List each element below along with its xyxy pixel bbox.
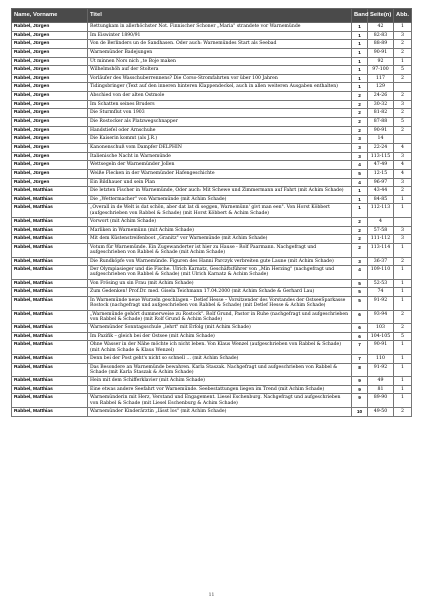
article-title-cell: Die „Wettermacher" von Warnemünde (mit Achim Schade) — [88, 195, 352, 204]
author-name-cell: Rabbel, Jürgen — [12, 100, 88, 109]
volume-cell: 5 — [352, 279, 368, 288]
volume-cell: 3 — [352, 135, 368, 144]
article-title-cell: Kanonenschuß vom Dampfer DELPHIN — [88, 143, 352, 152]
volume-cell: 7 — [352, 341, 368, 355]
volume-cell: 2 — [352, 109, 368, 118]
table-row — [12, 100, 412, 109]
pages-cell: 117 — [368, 74, 394, 83]
figures-cell: 1 — [394, 266, 412, 280]
figures-cell: 2 — [394, 48, 412, 57]
article-title-cell: Die letzten Fischer in Warnemünde, Oder auch: Mit Schewe und Zimmermann auf Fahrt (mit Achim Schade) — [88, 187, 352, 196]
table-row — [12, 92, 412, 101]
table-row — [12, 178, 412, 187]
table-row — [12, 235, 412, 244]
author-name-cell: Rabbel, Jürgen — [12, 92, 88, 101]
volume-cell: 9 — [352, 385, 368, 394]
pages-cell: 49 — [368, 377, 394, 386]
table-row — [12, 296, 412, 310]
pages-cell: 90-91 — [368, 126, 394, 135]
article-title-cell: Im Pazifik – gleich bei der Ostsee (mit Achim Schade) — [88, 332, 352, 341]
article-title-cell: Mit dem Küstenstreifenboot „Granitz" vor Warnemünde (mit Achim Schade) — [88, 235, 352, 244]
author-name-cell: Rabbel, Matthias — [12, 235, 88, 244]
volume-cell: 6 — [352, 310, 368, 324]
table-row — [12, 310, 412, 324]
author-name-cell: Rabbel, Matthias — [12, 408, 88, 417]
pages-cell: 82-83 — [368, 31, 394, 40]
figures-cell: 5 — [394, 118, 412, 127]
volume-cell: 2 — [352, 118, 368, 127]
figures-cell — [394, 83, 412, 92]
table-row — [12, 83, 412, 92]
article-title-cell: Das Besondere an Warnemünde bewahren. Karla Staszak. Nachgefragt und aufgeschrieben von Rabbel & Schade (mit Karla Staszak & Achim Schade) — [88, 363, 352, 377]
author-name-cell: Rabbel, Matthias — [12, 226, 88, 235]
pages-cell: 84-85 — [368, 195, 394, 204]
article-title-cell: Die Rundköpfe von Warnemünde. Figuren des Hanni Parczyk verbreiten gute Laune (mit Achim Schade) — [88, 257, 352, 266]
article-title-cell: „Overall in de Welt is dat schön, aber dat lat di seggen, Warnemünn' givt man een". Von Horst Köbbert (aufgeschrieben von Rabbel & Schade) (mit Horst Köbbert & Achim Schade) — [88, 204, 352, 218]
table-row — [12, 23, 412, 32]
table-row — [12, 385, 412, 394]
table-header-row — [12, 9, 412, 23]
figures-cell: 2 — [394, 408, 412, 417]
article-title-cell: Hein mit dem Schifferklavier (mit Achim Schade) — [88, 377, 352, 386]
pages-cell: 43-44 — [368, 187, 394, 196]
figures-cell: 2 — [394, 310, 412, 324]
pages-cell: 111-112 — [368, 235, 394, 244]
article-title-cell: „Warnemünde gehört dummerweise zu Rostock". Rolf Grund, Pastor in Ruhe (nachgefragt und aufgeschrieben von Rabbel & Schade) (mit Rolf Grund & Achim Schade) — [88, 310, 352, 324]
article-title-cell: Eine etwas andere Seefahrt vor Warnemünde. Seebestattungen liegen im Trend (mit Achim Schade) — [88, 385, 352, 394]
header-name: Name, Vorname — [12, 9, 88, 23]
volume-cell: 1 — [352, 66, 368, 75]
table-row — [12, 408, 412, 417]
author-name-cell: Rabbel, Jürgen — [12, 161, 88, 170]
pages-cell: 87-88 — [368, 118, 394, 127]
article-title-cell: Abschied von der alten Ostmole — [88, 92, 352, 101]
article-title-cell: Die Rostocker als Platzwegschnapper — [88, 118, 352, 127]
author-name-cell: Rabbel, Jürgen — [12, 40, 88, 49]
article-title-cell: Im Eiswinter 1890/91 — [88, 31, 352, 40]
article-title-cell: Ein Bildhauer und sein Plan — [88, 178, 352, 187]
author-name-cell: Rabbel, Jürgen — [12, 57, 88, 66]
figures-cell: 3 — [394, 178, 412, 187]
volume-cell: 7 — [352, 354, 368, 363]
figures-cell: 3 — [394, 100, 412, 109]
pages-cell: 92 — [368, 57, 394, 66]
table-row — [12, 109, 412, 118]
article-title-cell: Votum für Warnemünde. Ein Zugewanderter ist hier zu Hause - Rolf Paarmann. Nachgefragt und aufgeschrieben von Rabbel & Schade (mit Achim Schade) — [88, 243, 352, 257]
figures-cell: 1 — [394, 341, 412, 355]
volume-cell: 2 — [352, 100, 368, 109]
figures-cell: 1 — [394, 363, 412, 377]
figures-cell: 1 — [394, 296, 412, 310]
article-title-cell: Wettsegeln der Warnemünder Jollen — [88, 161, 352, 170]
article-title-cell: Warnemünderin mit Herz, Verstand und Engagement. Liesel Eschenburg. Nachgefragt und aufgeschrieben von Rabbel & Schade (mit Liesel Eschenburg & Achim Schade) — [88, 394, 352, 408]
author-name-cell: Rabbel, Jürgen — [12, 118, 88, 127]
pages-cell: 74 — [368, 288, 394, 297]
figures-cell: 5 — [394, 66, 412, 75]
table-row — [12, 143, 412, 152]
table-row — [12, 332, 412, 341]
author-name-cell: Rabbel, Jürgen — [12, 169, 88, 178]
table-row — [12, 161, 412, 170]
table-row — [12, 195, 412, 204]
figures-cell: 3 — [394, 31, 412, 40]
article-title-cell: Warnemünder Kinderärztin „Iässt los" (mit Achim Schade) — [88, 408, 352, 417]
volume-cell: 8 — [352, 363, 368, 377]
table-row — [12, 169, 412, 178]
volume-cell: 2 — [352, 218, 368, 227]
figures-cell: 2 — [394, 74, 412, 83]
article-title-cell: In Warnemünde neue Wurzeln geschlagen – Detlef Hesse – Vorsitzender des Vorstandes der OstseeSparkasse Rostock (nachgefragt und aufgeschrieben von Rabbel & Schade) (mit Detlef Hesse & Achim Schade) — [88, 296, 352, 310]
pages-cell: 113-114 — [368, 243, 394, 257]
pages-cell: 91-92 — [368, 363, 394, 377]
figures-cell: 1 — [394, 354, 412, 363]
pages-cell: 113-115 — [368, 152, 394, 161]
volume-cell: 3 — [352, 152, 368, 161]
pages-cell: 110 — [368, 354, 394, 363]
article-title-cell: Ohne Wasser in der Nähe möchte ich nicht leben. Von Klaus Wenzel (aufgeschrieben von Rabbel & Schade) (mit Achim Schade & Klaus Wenzel) — [88, 341, 352, 355]
author-name-cell: Rabbel, Matthias — [12, 324, 88, 333]
author-name-cell: Rabbel, Jürgen — [12, 135, 88, 144]
table-row — [12, 135, 412, 144]
volume-cell: 6 — [352, 324, 368, 333]
author-name-cell: Rabbel, Matthias — [12, 195, 88, 204]
author-name-cell: Rabbel, Matthias — [12, 243, 88, 257]
table-row — [12, 279, 412, 288]
pages-cell: 57-58 — [368, 226, 394, 235]
author-name-cell: Rabbel, Matthias — [12, 354, 88, 363]
table-row — [12, 126, 412, 135]
article-title-cell: Denn bei der Post geht's nicht so schnell … (mit Achim Schade) — [88, 354, 352, 363]
volume-cell: 2 — [352, 243, 368, 257]
header-figures: Abb. — [394, 9, 412, 23]
author-name-cell: Rabbel, Matthias — [12, 279, 88, 288]
pages-cell: 36-37 — [368, 257, 394, 266]
author-name-cell: Rabbel, Matthias — [12, 394, 88, 408]
article-title-cell: Italienische Nacht in Warnemünde — [88, 152, 352, 161]
volume-cell: 1 — [352, 48, 368, 57]
figures-cell: 2 — [394, 187, 412, 196]
volume-cell: 1 — [352, 195, 368, 204]
table-row — [12, 394, 412, 408]
author-name-cell: Rabbel, Jürgen — [12, 66, 88, 75]
figures-cell: 2 — [394, 126, 412, 135]
index-table — [11, 8, 412, 417]
table-row — [12, 66, 412, 75]
pages-cell: 22-24 — [368, 143, 394, 152]
volume-cell: 1 — [352, 187, 368, 196]
figures-cell — [394, 218, 412, 227]
pages-cell: 24-26 — [368, 92, 394, 101]
article-title-cell: Warnemünder Sonntagsschule „lehrt" mit Erfolg (mit Achim Schade) — [88, 324, 352, 333]
author-name-cell: Rabbel, Matthias — [12, 377, 88, 386]
figures-cell: 1 — [394, 243, 412, 257]
figures-cell: 4 — [394, 161, 412, 170]
author-name-cell: Rabbel, Matthias — [12, 310, 88, 324]
volume-cell: 1 — [352, 204, 368, 218]
author-name-cell: Rabbel, Matthias — [12, 341, 88, 355]
figures-cell: 1 — [394, 195, 412, 204]
article-title-cell: Wilhelmshöh auf der Stoltera — [88, 66, 352, 75]
pages-cell: 103 — [368, 324, 394, 333]
article-title-cell: Zum Gedenken! Prof.Dr. med. Gisela Teichmann 17.04.2000 (mit Achim Schade & Gerhard Lau) — [88, 288, 352, 297]
author-name-cell: Rabbel, Jürgen — [12, 31, 88, 40]
table-row — [12, 48, 412, 57]
volume-cell: 1 — [352, 83, 368, 92]
author-name-cell: Rabbel, Matthias — [12, 218, 88, 227]
volume-cell: 10 — [352, 408, 368, 417]
table-row — [12, 31, 412, 40]
table-row — [12, 243, 412, 257]
author-name-cell: Rabbel, Jürgen — [12, 109, 88, 118]
pages-cell: 93-94 — [368, 310, 394, 324]
pages-cell: 49-50 — [368, 408, 394, 417]
table-row — [12, 363, 412, 377]
pages-cell: 42 — [368, 23, 394, 32]
article-title-cell: Die Kaiserin kommt (als J.R.) — [88, 135, 352, 144]
figures-cell: 1 — [394, 394, 412, 408]
volume-cell: 9 — [352, 394, 368, 408]
author-name-cell: Rabbel, Matthias — [12, 266, 88, 280]
figures-cell: 4 — [394, 143, 412, 152]
author-name-cell: Rabbel, Jürgen — [12, 143, 88, 152]
figures-cell: 1 — [394, 204, 412, 218]
author-name-cell: Rabbel, Jürgen — [12, 126, 88, 135]
figures-cell: 1 — [394, 288, 412, 297]
volume-cell: 9 — [352, 377, 368, 386]
volume-cell: 4 — [352, 161, 368, 170]
volume-cell: 1 — [352, 31, 368, 40]
pages-cell: 129 — [368, 83, 394, 92]
figures-cell: 1 — [394, 57, 412, 66]
article-title-cell: Im Schatten seines Bruders — [88, 100, 352, 109]
article-title-cell: Warnemünder Badejungen — [88, 48, 352, 57]
register-sheet — [11, 8, 411, 417]
table-row — [12, 377, 412, 386]
figures-cell: 3 — [394, 226, 412, 235]
figures-cell: 5 — [394, 332, 412, 341]
author-name-cell: Rabbel, Jürgen — [12, 83, 88, 92]
author-name-cell: Rabbel, Jürgen — [12, 152, 88, 161]
table-row — [12, 204, 412, 218]
pages-cell: 47-49 — [368, 161, 394, 170]
table-row — [12, 152, 412, 161]
table-row — [12, 218, 412, 227]
header-pages: Seite(n) — [368, 9, 394, 23]
author-name-cell: Rabbel, Matthias — [12, 204, 88, 218]
figures-cell: 2 — [394, 109, 412, 118]
article-title-cell: Von de Berlinders un de Sandhasen. Oder auch: Warnemündes Start als Seebad — [88, 40, 352, 49]
table-row — [12, 324, 412, 333]
author-name-cell: Rabbel, Matthias — [12, 332, 88, 341]
volume-cell: 4 — [352, 178, 368, 187]
pages-cell: 112-113 — [368, 204, 394, 218]
volume-cell: 2 — [352, 126, 368, 135]
article-title-cell: Von Frösing un sin Frau (mit Achim Schade) — [88, 279, 352, 288]
figures-cell: 2 — [394, 40, 412, 49]
table-row — [12, 40, 412, 49]
author-name-cell: Rabbel, Matthias — [12, 187, 88, 196]
figures-cell: 1 — [394, 377, 412, 386]
table-row — [12, 354, 412, 363]
header-title: Titel — [88, 9, 352, 23]
volume-cell: 5 — [352, 288, 368, 297]
table-row — [12, 74, 412, 83]
author-name-cell: Rabbel, Matthias — [12, 296, 88, 310]
pages-cell: 52-53 — [368, 279, 394, 288]
table-row — [12, 266, 412, 280]
table-row — [12, 288, 412, 297]
table-row — [12, 118, 412, 127]
volume-cell: 4 — [352, 266, 368, 280]
table-row — [12, 57, 412, 66]
header-band: Band — [352, 9, 368, 23]
author-name-cell: Rabbel, Matthias — [12, 385, 88, 394]
figures-cell — [394, 135, 412, 144]
volume-cell: 1 — [352, 40, 368, 49]
pages-cell: 96-97 — [368, 178, 394, 187]
figures-cell: 2 — [394, 257, 412, 266]
article-title-cell: Vorläufer des Wasschuberrennens? Die Corso-Stromfahrten vor über 100 Jahren — [88, 74, 352, 83]
volume-cell: 2 — [352, 92, 368, 101]
pages-cell: 90-91 — [368, 48, 394, 57]
article-title-cell: Rettungkam in allerhöchster Not. Finnischer Schoner „Maria" strandete vor Warnemünde — [88, 23, 352, 32]
article-title-cell: Ut minnen Nors nich „te Boje maken — [88, 57, 352, 66]
article-title-cell: Tidingsbringer (Text auf den inneren hinteren Klappendeckel, auch in allen weiteren Ausgaben enthalten) — [88, 83, 352, 92]
pages-cell: 90-91 — [368, 341, 394, 355]
article-title-cell: Der Olympiasieger und die Fische. Ulrich Karnatz, Geschäftsführer von „Min Herzing" (nachgefragt und aufgeschrieben von Rabbel & Schade) (mit Ulrich Karnatz & Achim Schade) — [88, 266, 352, 280]
volume-cell: 3 — [352, 143, 368, 152]
volume-cell: 3 — [352, 257, 368, 266]
author-name-cell: Rabbel, Matthias — [12, 257, 88, 266]
figures-cell: 3 — [394, 235, 412, 244]
pages-cell: 4 — [368, 218, 394, 227]
author-name-cell: Rabbel, Jürgen — [12, 178, 88, 187]
pages-cell: 30-32 — [368, 100, 394, 109]
pages-cell: 81 — [368, 385, 394, 394]
pages-cell: 89-90 — [368, 394, 394, 408]
pages-cell: 109-110 — [368, 266, 394, 280]
pages-cell: 14 — [368, 135, 394, 144]
article-title-cell: Die Sturmflut von 1903 — [88, 109, 352, 118]
pages-cell: 104-105 — [368, 332, 394, 341]
author-name-cell: Rabbel, Jürgen — [12, 74, 88, 83]
page-number: 11 — [208, 593, 215, 598]
table-row — [12, 226, 412, 235]
pages-cell: 91-92 — [368, 296, 394, 310]
figures-cell: 4 — [394, 169, 412, 178]
author-name-cell: Rabbel, Matthias — [12, 288, 88, 297]
volume-cell: 2 — [352, 226, 368, 235]
figures-cell: 2 — [394, 324, 412, 333]
table-row — [12, 187, 412, 196]
table-row — [12, 341, 412, 355]
pages-cell: 12-15 — [368, 169, 394, 178]
author-name-cell: Rabbel, Jürgen — [12, 23, 88, 32]
volume-cell: 1 — [352, 23, 368, 32]
volume-cell: 1 — [352, 74, 368, 83]
article-title-cell: Handstiefel oder Arnschuhe — [88, 126, 352, 135]
article-title-cell: Vorwort (mit Achim Schade) — [88, 218, 352, 227]
pages-cell: 88-89 — [368, 40, 394, 49]
figures-cell: 3 — [394, 152, 412, 161]
pages-cell: 81-82 — [368, 109, 394, 118]
volume-cell: 5 — [352, 296, 368, 310]
article-title-cell: Marliken in Warnemünn (mit Achim Schade) — [88, 226, 352, 235]
author-name-cell: Rabbel, Jürgen — [12, 48, 88, 57]
author-name-cell: Rabbel, Matthias — [12, 363, 88, 377]
figures-cell: 1 — [394, 385, 412, 394]
figures-cell: 2 — [394, 92, 412, 101]
article-title-cell: Weiße Flecken in der Warnemünder Hafengeschichte — [88, 169, 352, 178]
figures-cell: 1 — [394, 23, 412, 32]
volume-cell: 1 — [352, 57, 368, 66]
figures-cell: 1 — [394, 279, 412, 288]
volume-cell: 6 — [352, 332, 368, 341]
pages-cell: 97-100 — [368, 66, 394, 75]
table-row — [12, 257, 412, 266]
volume-cell: 2 — [352, 235, 368, 244]
volume-cell: 5 — [352, 169, 368, 178]
